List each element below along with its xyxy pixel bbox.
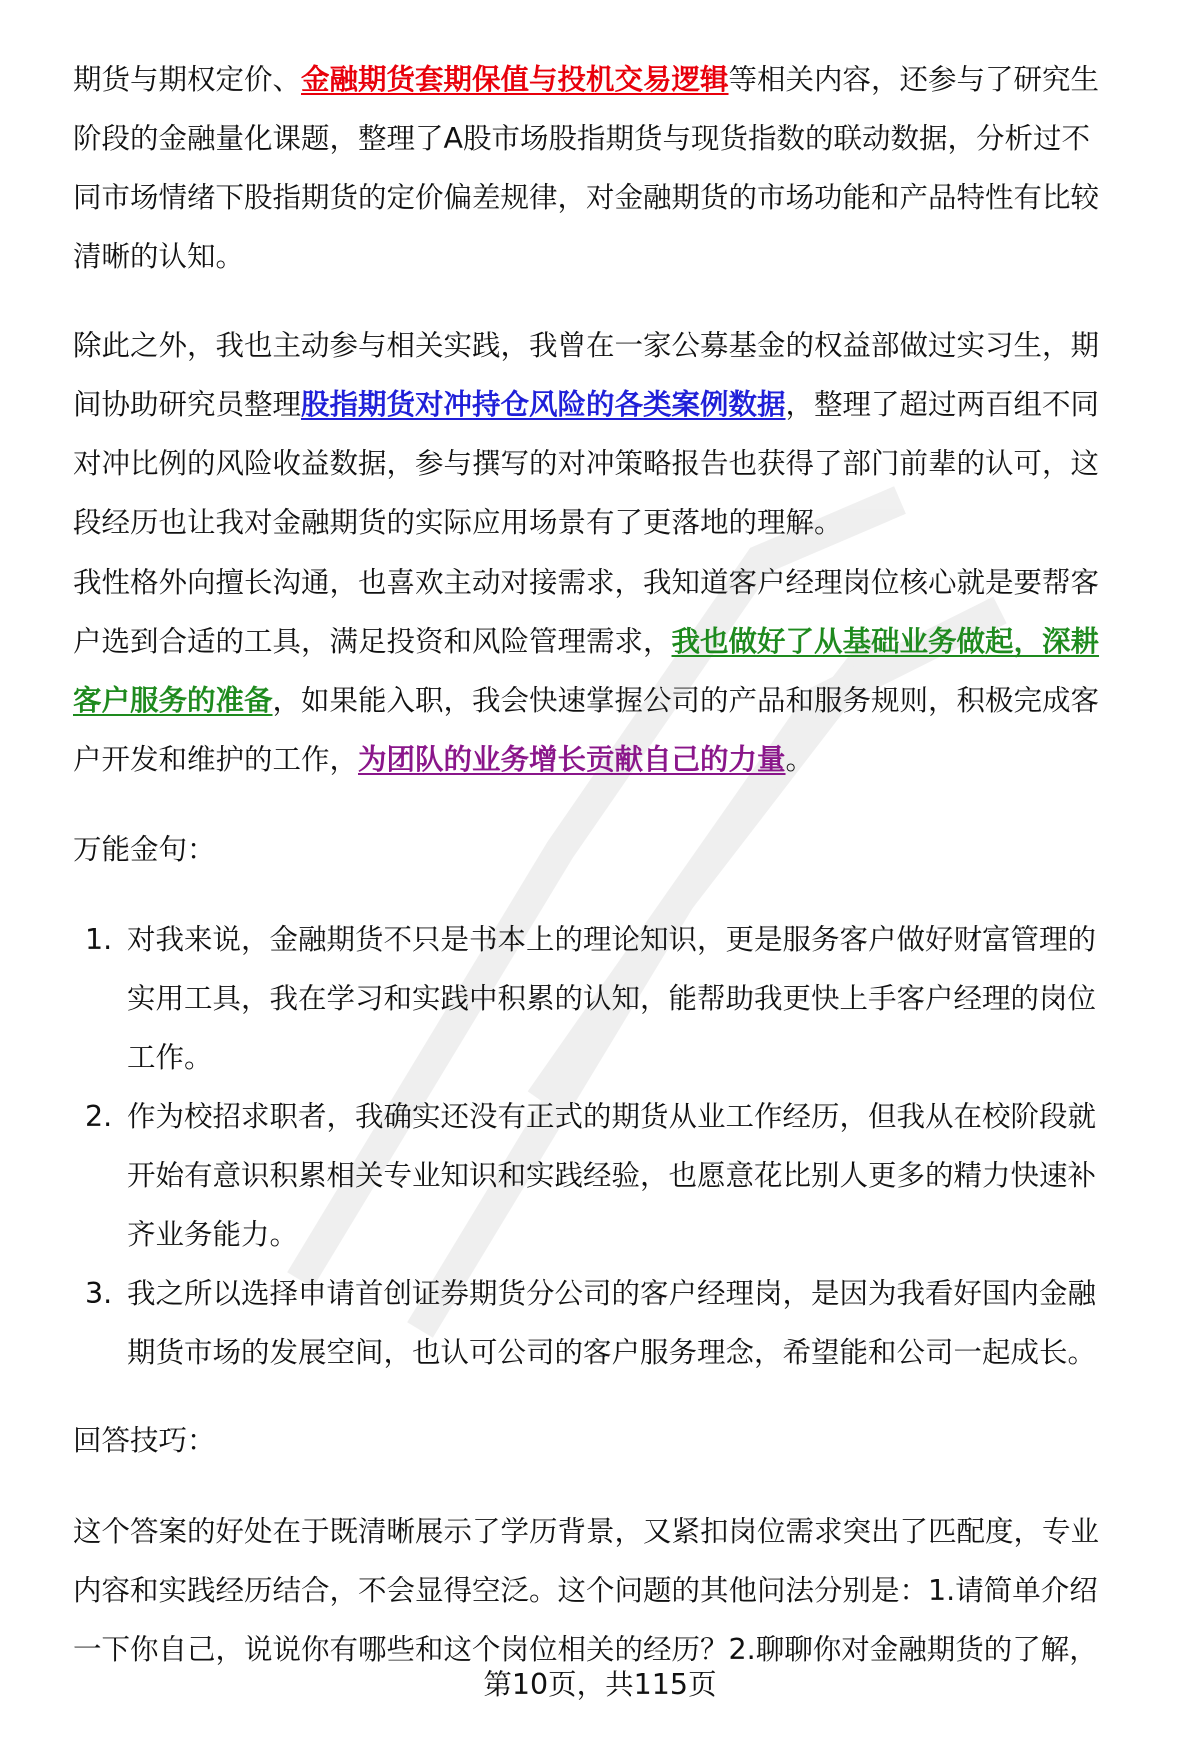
highlighted-phrase: 金融期货套期保值与投机交易逻辑: [301, 63, 729, 96]
text-line: [73, 671, 1148, 730]
text-line: 期货市场的发展空间，也认可公司的客户服务理念，希望能和公司一起成长。: [127, 1336, 1097, 1369]
highlighted-phrase: 客户服务的准备: [73, 684, 273, 717]
list-item-text: [127, 910, 1096, 1087]
text-line: [73, 50, 1148, 109]
text-segment: 间协助研究员整理: [73, 388, 302, 421]
text-line: [73, 553, 1148, 612]
text-line: [73, 1561, 1148, 1620]
p-intro: [73, 50, 1148, 286]
list-item-text: [127, 1264, 1096, 1382]
text-segment: 我性格外向擅长沟通，也喜欢主动对接需求，我知道客户经理岗位核心就是要帮客: [73, 566, 1100, 599]
text-line: 齐业务能力。: [127, 1218, 299, 1251]
text-segment: 。: [785, 743, 815, 776]
list-number: 1.: [85, 923, 113, 956]
text-segment: 阶段的金融量化课题，整理了A股市场股指期货与现货指数的联动数据，分析过不: [73, 122, 1090, 155]
text-segment: 对冲比例的风险收益数据，参与撰写的对冲策略报告也获得了部门前辈的认可，这: [73, 447, 1100, 480]
text-line: [73, 820, 1148, 879]
text-line: 对我来说，金融期货不只是书本上的理论知识，更是服务客户做好财富管理的: [127, 923, 1097, 956]
highlighted-phrase: 为团队的业务增长贡献自己的力量: [358, 743, 786, 776]
text-line: [73, 612, 1148, 671]
text-segment: ，整理了超过两百组不同: [785, 388, 1100, 421]
text-segment: 这个答案的好处在于既清晰展示了学历背景，又紧扣岗位需求突出了匹配度，专业: [73, 1515, 1100, 1548]
list-number: 3.: [85, 1277, 113, 1310]
text-segment: 户选到合适的工具，满足投资和风险管理需求，: [73, 625, 672, 658]
text-line: [73, 316, 1148, 375]
text-line: [73, 1502, 1148, 1561]
text-line: 工作。: [127, 1041, 213, 1074]
text-line: [73, 1411, 1148, 1470]
p-tips: [73, 1502, 1148, 1679]
list-item-text: [127, 1087, 1096, 1264]
text-segment: 一下你自己，说说你有哪些和这个岗位相关的经历？2.聊聊你对金融期货的了解，: [73, 1633, 1098, 1666]
highlighted-phrase: 我也做好了从基础业务做起，深耕: [671, 625, 1100, 658]
text-line: [73, 375, 1148, 434]
text-segment: 内容和实践经历结合，不会显得空泛。这个问题的其他问法分别是：1.请简单介绍: [73, 1574, 1098, 1607]
text-segment: 除此之外，我也主动参与相关实践，我曾在一家公募基金的权益部做过实习生，期: [73, 329, 1100, 362]
page-number: 第10页，共115页: [483, 1668, 717, 1701]
text-line: [73, 227, 1148, 286]
text-segment: 回答技巧：: [73, 1424, 216, 1457]
text-line: [73, 730, 1148, 789]
list-number: 2.: [85, 1100, 113, 1133]
p-practice: [73, 316, 1148, 552]
text-line: 开始有意识积累相关专业知识和实践经验，也愿意花比别人更多的精力快速补: [127, 1159, 1097, 1192]
text-line: [73, 109, 1148, 168]
text-line: 实用工具，我在学习和实践中积累的认知，能帮助我更快上手客户经理的岗位: [127, 982, 1097, 1015]
text-segment: ，如果能入职，我会快速掌握公司的产品和服务规则，积极完成客: [272, 684, 1100, 717]
heading-answer-tips: [73, 1411, 1148, 1470]
heading-golden-sentences: [73, 820, 1148, 879]
text-line: [73, 493, 1148, 552]
text-segment: 期货与期权定价、: [73, 63, 302, 96]
text-line: [73, 434, 1148, 493]
text-line: [73, 168, 1148, 227]
text-line: 我之所以选择申请首创证券期货分公司的客户经理岗，是因为我看好国内金融: [127, 1277, 1097, 1310]
text-segment: 同市场情绪下股指期货的定价偏差规律，对金融期货的市场功能和产品特性有比较: [73, 181, 1100, 214]
text-segment: 万能金句：: [73, 833, 216, 866]
highlighted-phrase: 股指期货对冲持仓风险的各类案例数据: [301, 388, 786, 421]
text-segment: 等相关内容，还参与了研究生: [728, 63, 1100, 96]
text-line: 作为校招求职者，我确实还没有正式的期货从业工作经历，但我从在校阶段就: [127, 1100, 1097, 1133]
p-personality: [73, 553, 1148, 789]
text-segment: 段经历也让我对金融期货的实际应用场景有了更落地的理解。: [73, 506, 843, 539]
text-segment: 清晰的认知。: [73, 240, 245, 273]
text-segment: 户开发和维护的工作，: [73, 743, 359, 776]
